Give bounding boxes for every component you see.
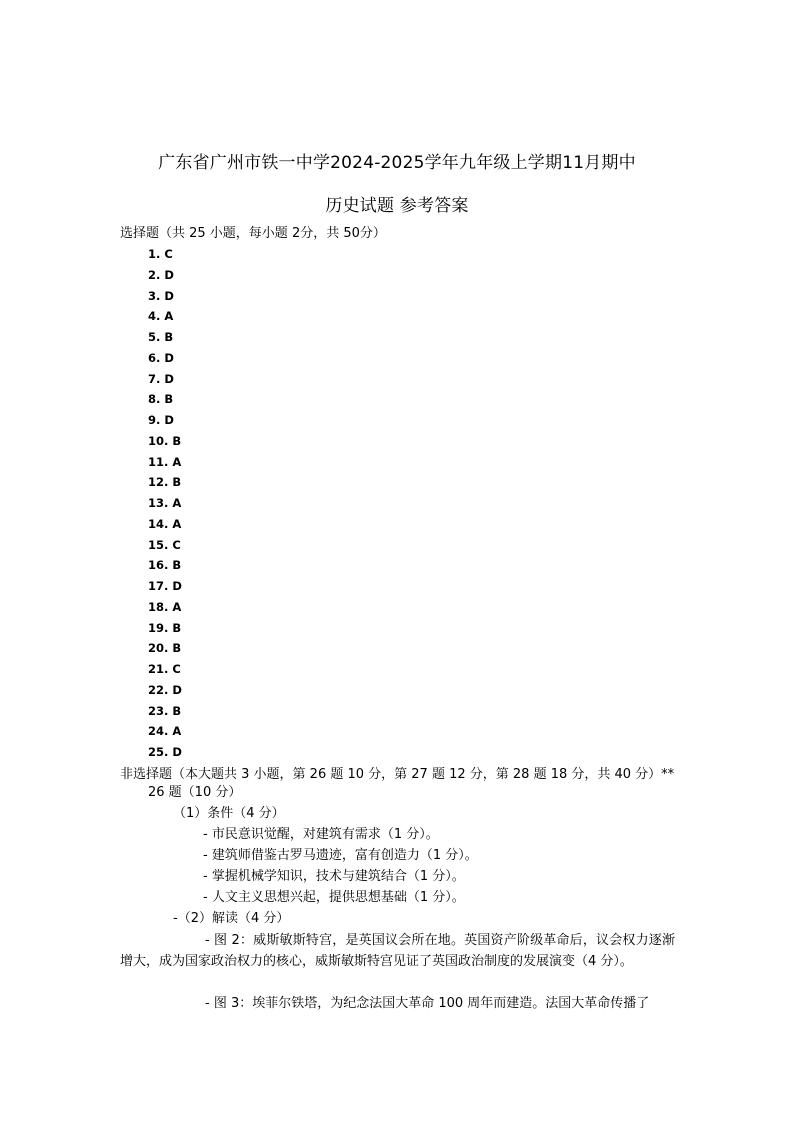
q26-figure3-text: - 图 3：埃菲尔铁塔，为纪念法国大革命 100 周年而建造。法国大革命传播了 [205, 996, 650, 1011]
mc-answer: 22. D [148, 682, 182, 697]
mc-answer: 2. D [148, 267, 174, 282]
mc-answer: 12. B [148, 475, 182, 490]
mc-answer: 25. D [148, 745, 182, 759]
q26-figure2-text: - 图 2：威斯敏斯特宫，是英国议会所在地。英国资产阶级革命后，议会权力逐渐增大，成为国家政治权力的核心，威斯敏斯特宫见证了英国政治制度的发展演变（4 分）。 [120, 933, 675, 969]
q26-part2-heading: -（2）解读（4 分） [173, 911, 290, 926]
mc-answer: 7. D [148, 371, 174, 386]
mc-answer: 23. B [148, 703, 182, 718]
mc-answer: 8. B [148, 392, 174, 407]
mc-answer: 18. A [148, 599, 182, 614]
mc-answer: 24. A [148, 724, 182, 739]
q26-figure3-paragraph [120, 993, 675, 1014]
q26-part1-item: - 掌握机械学知识，技术与建筑结合（1 分）。 [203, 869, 465, 884]
mc-answer: 6. D [148, 350, 174, 365]
mc-section-header: 选择题（共 25 小题，每小题 2分，共 50分） [120, 226, 386, 241]
mc-answer: 20. B [148, 641, 182, 656]
nonmc-section-header: 非选择题（本大题共 3 小题，第 26 题 10 分，第 27 题 12 分，第 28 题 18 分，共 40 分）** [120, 767, 675, 782]
document-title: 广东省广州市铁一中学2024-2025学年九年级上学期11月期中 [158, 153, 636, 173]
mc-answer-list [148, 244, 182, 763]
q26-part1-item: - 人文主义思想兴起，提供思想基础（1 分）。 [203, 890, 465, 905]
mc-answer: 11. A [148, 454, 182, 469]
mc-answer: 21. C [148, 662, 181, 676]
q26-part1-heading: （1）条件（4 分） [173, 806, 285, 821]
mc-answer: 15. C [148, 537, 181, 552]
q26-header: 26 题（10 分） [148, 785, 242, 800]
mc-answer: 9. D [148, 413, 174, 427]
q26-figure2-paragraph [120, 930, 675, 972]
mc-answer: 16. B [148, 558, 182, 573]
document-subtitle: 历史试题 参考答案 [325, 196, 469, 216]
mc-answer: 4. A [148, 309, 174, 324]
mc-answer: 3. D [148, 288, 174, 303]
mc-answer: 19. B [148, 620, 182, 635]
mc-answer: 13. A [148, 496, 182, 510]
mc-answer: 10. B [148, 433, 182, 448]
q26-part1-item: - 建筑师借鉴古罗马遗迹，富有创造力（1 分）。 [203, 848, 478, 863]
mc-answer: 1. C [148, 247, 173, 261]
mc-answer: 14. A [148, 516, 182, 531]
q26-part1-item: - 市民意识觉醒，对建筑有需求（1 分）。 [203, 827, 439, 842]
mc-answer: 17. D [148, 579, 182, 593]
mc-answer: 5. B [148, 330, 174, 344]
